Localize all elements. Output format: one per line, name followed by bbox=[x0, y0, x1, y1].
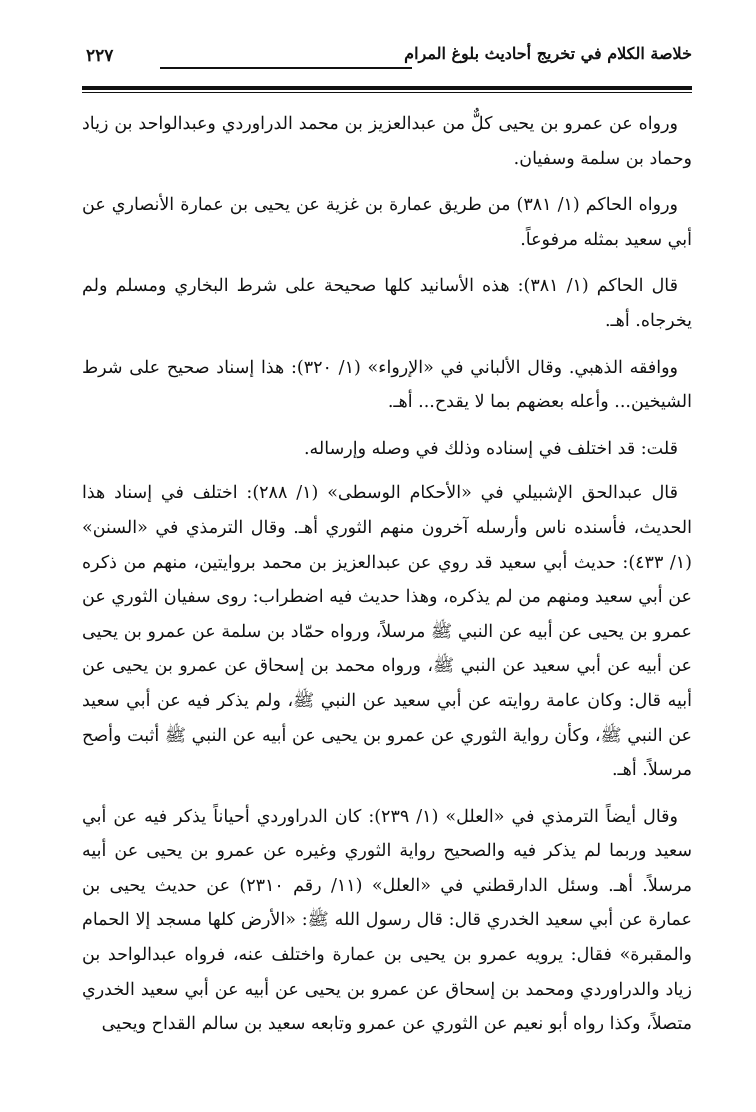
paragraph-2: ورواه الحاكم (١/ ٣٨١) من طريق عمارة بن غزية عن يحيى بن عمارة الأنصاري عن أبي سعيد بمثله مرفوعاً. bbox=[82, 195, 692, 250]
book-page bbox=[82, 40, 692, 1054]
paragraph-1: ورواه عن عمرو بن يحيى كلٌّ من عبدالعزيز بن محمد الدراوردي وعبدالواحد بن زياد وحماد بن سلمة وسفيان. bbox=[82, 114, 692, 169]
paragraph-7: وقال أيضاً الترمذي في «العلل» (١/ ٢٣٩): كان الدراوردي أحياناً يذكر فيه عن أبي سعيد وربما لم يذكر فيه والصحيح رواية الثوري وغيره عن عمرو بن يحيى عن أبيه مرسلاً. أهـ. وسئل الدارقطني في «العلل» (١١/ رقم ٢٣١٠) عن حديث يحيى بن عمارة عن أبي سعيد الخدري قال: قال رسول الله ﷺ: «الأرض كلها مسجد إلا الحمام والمقبرة» فقال: يرويه عمرو بن يحيى بن عمارة واختلف عنه، فرواه عبدالواحد بن زياد والدراوردي ومحمد بن إسحاق عن عمرو بن يحيى عن أبيه عن أبي سعيد الخدري متصلاً، وكذا رواه أبو نعيم عن الثوري عن عمرو وتابعه سعيد بن سالم القداح ويحيى bbox=[82, 806, 692, 1035]
header-rule-thick bbox=[82, 86, 692, 90]
body-text bbox=[82, 107, 692, 1042]
running-title: خلاصة الكلام في تخريج أحاديث بلوغ المرام bbox=[404, 44, 692, 63]
page-header bbox=[82, 40, 692, 74]
header-rule-thin bbox=[82, 92, 692, 93]
paragraph-4: ووافقه الذهبي. وقال الألباني في «الإرواء» (١/ ٣٢٠): هذا إسناد صحيح على شرط الشيخين... وأعله بعضهم بما لا يقدح... أهـ. bbox=[82, 357, 692, 413]
page-number: ٢٢٧ bbox=[86, 46, 114, 66]
paragraph-5: قلت: قد اختلف في إسناده وذلك في وصله وإرساله. bbox=[303, 438, 678, 459]
header-line bbox=[160, 67, 412, 69]
paragraph-3: قال الحاكم (١/ ٣٨١): هذه الأسانيد كلها صحيحة على شرط البخاري ومسلم ولم يخرجاه. أهـ. bbox=[82, 276, 692, 331]
paragraph-6: قال عبدالحق الإشبيلي في «الأحكام الوسطى» (١/ ٢٨٨): اختلف في إسناد هذا الحديث، فأسنده ناس وأرسله آخرون منهم الثوري أهـ. وقال الترمذي في «السنن» (١/ ٤٣٣): حديث أبي سعيد قد روي عن عبدالعزيز بن محمد بروايتين، منهم من ذكره عن أبي سعيد ومنهم من لم يذكره، وهذا حديث فيه اضطراب: روى سفيان الثوري عن عمرو بن يحيى عن أبيه عن النبي ﷺ مرسلاً، ورواه حمّاد بن سلمة عن عمرو بن يحيى عن أبيه عن أبي سعيد عن النبي ﷺ، ورواه محمد بن إسحاق عن عمرو بن يحيى عن أبيه قال: وكان عامة روايته عن أبي سعيد عن النبي ﷺ، ولم يذكر فيه عن أبي سعيد عن النبي ﷺ، وكأن رواية الثوري عن عمرو بن يحيى عن أبيه عن النبي ﷺ أثبت وأصح مرسلاً. أهـ. bbox=[82, 483, 692, 781]
